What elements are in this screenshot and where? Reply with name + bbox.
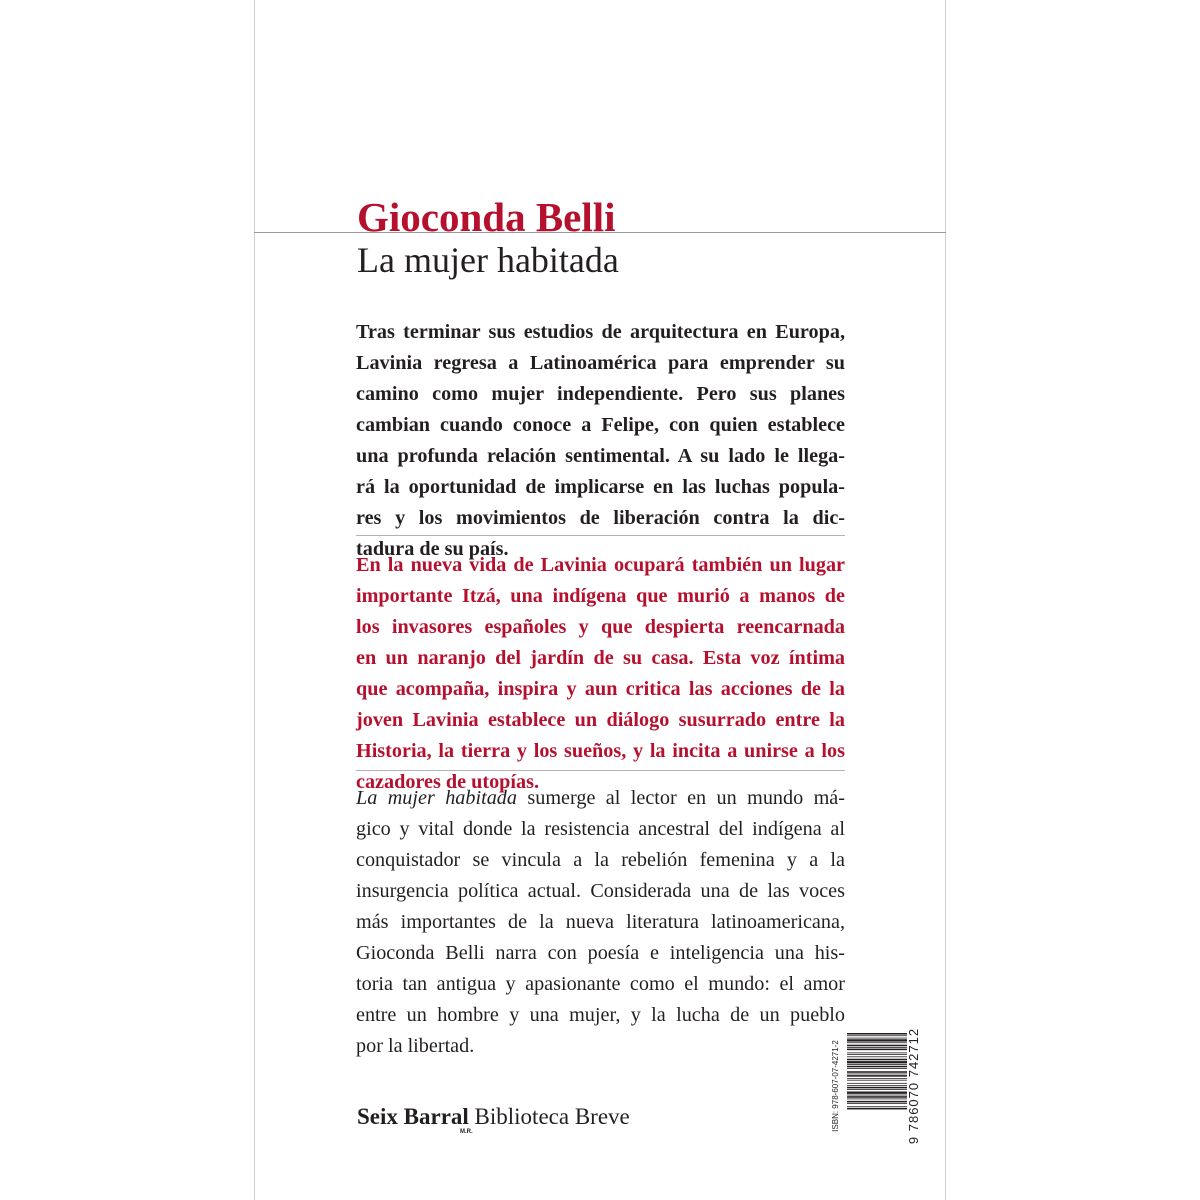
text-line: Gioconda Belli narra con poesía e inteligencia una his- (356, 942, 845, 964)
barcode-bar (847, 1096, 907, 1098)
barcode-bar (847, 1074, 907, 1075)
barcode-bar (847, 1049, 907, 1051)
barcode-bar (847, 1085, 907, 1086)
barcode-bar (847, 1071, 907, 1073)
book-title: La mujer habitada (357, 240, 619, 280)
text-line: gico y vital donde la resistencia ancestral del indígena al (356, 818, 845, 840)
barcode-bar (847, 1066, 907, 1068)
text-segment: sumerge al lector en un mundo má- (516, 787, 845, 809)
barcode-bar (847, 1045, 907, 1047)
barcode-bar (847, 1101, 907, 1103)
barcode-bar (847, 1106, 907, 1107)
barcode-bar (847, 1054, 907, 1055)
text-line: Tras terminar sus estudios de arquitectura en Europa, (356, 321, 845, 343)
text-line: los invasores españoles y que despierta reencarnada (356, 616, 845, 638)
barcode-bar (847, 1095, 907, 1096)
barcode-bar (847, 1103, 907, 1104)
text-line: Historia, la tierra y los sueños, y la incita a unirse a los (356, 740, 845, 762)
barcode-bar (847, 1056, 907, 1057)
barcode-bar (847, 1092, 907, 1094)
barcode-bar (847, 1033, 907, 1035)
barcode-bar (847, 1061, 907, 1063)
barcode-bar (847, 1068, 907, 1069)
text-line: más importantes de la nueva literatura latinoamericana, (356, 911, 845, 933)
synopsis-paragraph-2 (356, 550, 845, 798)
publisher-imprint (357, 1102, 630, 1135)
section-divider (356, 770, 845, 771)
barcode-bar (847, 1083, 907, 1084)
isbn-barcode (830, 1027, 922, 1145)
barcode-bar (847, 1089, 907, 1090)
publisher-brand: Seix Barral (357, 1104, 469, 1129)
barcode-bar (847, 1108, 907, 1110)
text-line: camino como mujer independiente. Pero sus planes (356, 383, 845, 405)
synopsis-paragraph-3 (356, 783, 845, 1062)
text-line: Lavinia regresa a Latinoamérica para emprender su (356, 352, 845, 374)
text-line: por la libertad. (356, 1035, 475, 1057)
text-line: cambian cuando conoce a Felipe, con quien establece (356, 414, 845, 436)
barcode-bar (847, 1059, 907, 1061)
barcode-bar (847, 1039, 907, 1041)
registered-mark: M.R. (460, 1129, 473, 1135)
barcode-bars (847, 1032, 907, 1140)
section-divider (356, 535, 845, 536)
text-line: insurgencia política actual. Considerada una de las voces (356, 880, 845, 902)
text-line: en un naranjo del jardín de su casa. Esta voz íntima (356, 647, 845, 669)
barcode-bar (847, 1078, 907, 1079)
isbn-label: ISBN: 978-607-07-4271-2 (831, 1040, 840, 1132)
barcode-bar (847, 1064, 907, 1065)
text-line: rá la oportunidad de implicarse en las luchas popula- (356, 476, 845, 498)
synopsis-paragraph-1 (356, 317, 845, 565)
text-line: una profunda relación sentimental. A su lado le llega- (356, 445, 845, 467)
barcode-bar (847, 1035, 907, 1036)
isbn-number: 9 786070 742712 (906, 1027, 921, 1145)
barcode-bar (847, 1075, 907, 1077)
text-line: toria tan antigua y apasionante como el mundo: el amor (356, 973, 845, 995)
barcode-bar (847, 1087, 907, 1089)
barcode-bar (847, 1038, 907, 1039)
text-line: cazadores de utopías. (356, 771, 539, 793)
barcode-bar (847, 1047, 907, 1048)
text-line: En la nueva vida de Lavinia ocupará también un lugar (356, 554, 845, 576)
book-title-italic: La mujer habitada (356, 787, 517, 809)
text-line: res y los movimientos de liberación contra la dic- (356, 507, 845, 529)
barcode-bar (847, 1053, 907, 1054)
text-line: importante Itzá, una indígena que murió a manos de (356, 585, 845, 607)
text-line: que acompaña, inspira y aun critica las acciones de la (356, 678, 845, 700)
barcode-bar (847, 1099, 907, 1100)
text-line: conquistador se vincula a la rebelión femenina y a la (356, 849, 845, 871)
text-line (356, 783, 845, 814)
author-name: Gioconda Belli (357, 194, 616, 240)
collection-name: Biblioteca Breve (474, 1104, 630, 1129)
text-line: joven Lavinia establece un diálogo susurrado entre la (356, 709, 845, 731)
text-line: entre un hombre y una mujer, y la lucha de un pueblo (356, 1004, 845, 1026)
barcode-bar (847, 1042, 907, 1043)
barcode-bar (847, 1080, 907, 1081)
text-line: tadura de su país. (356, 538, 509, 560)
